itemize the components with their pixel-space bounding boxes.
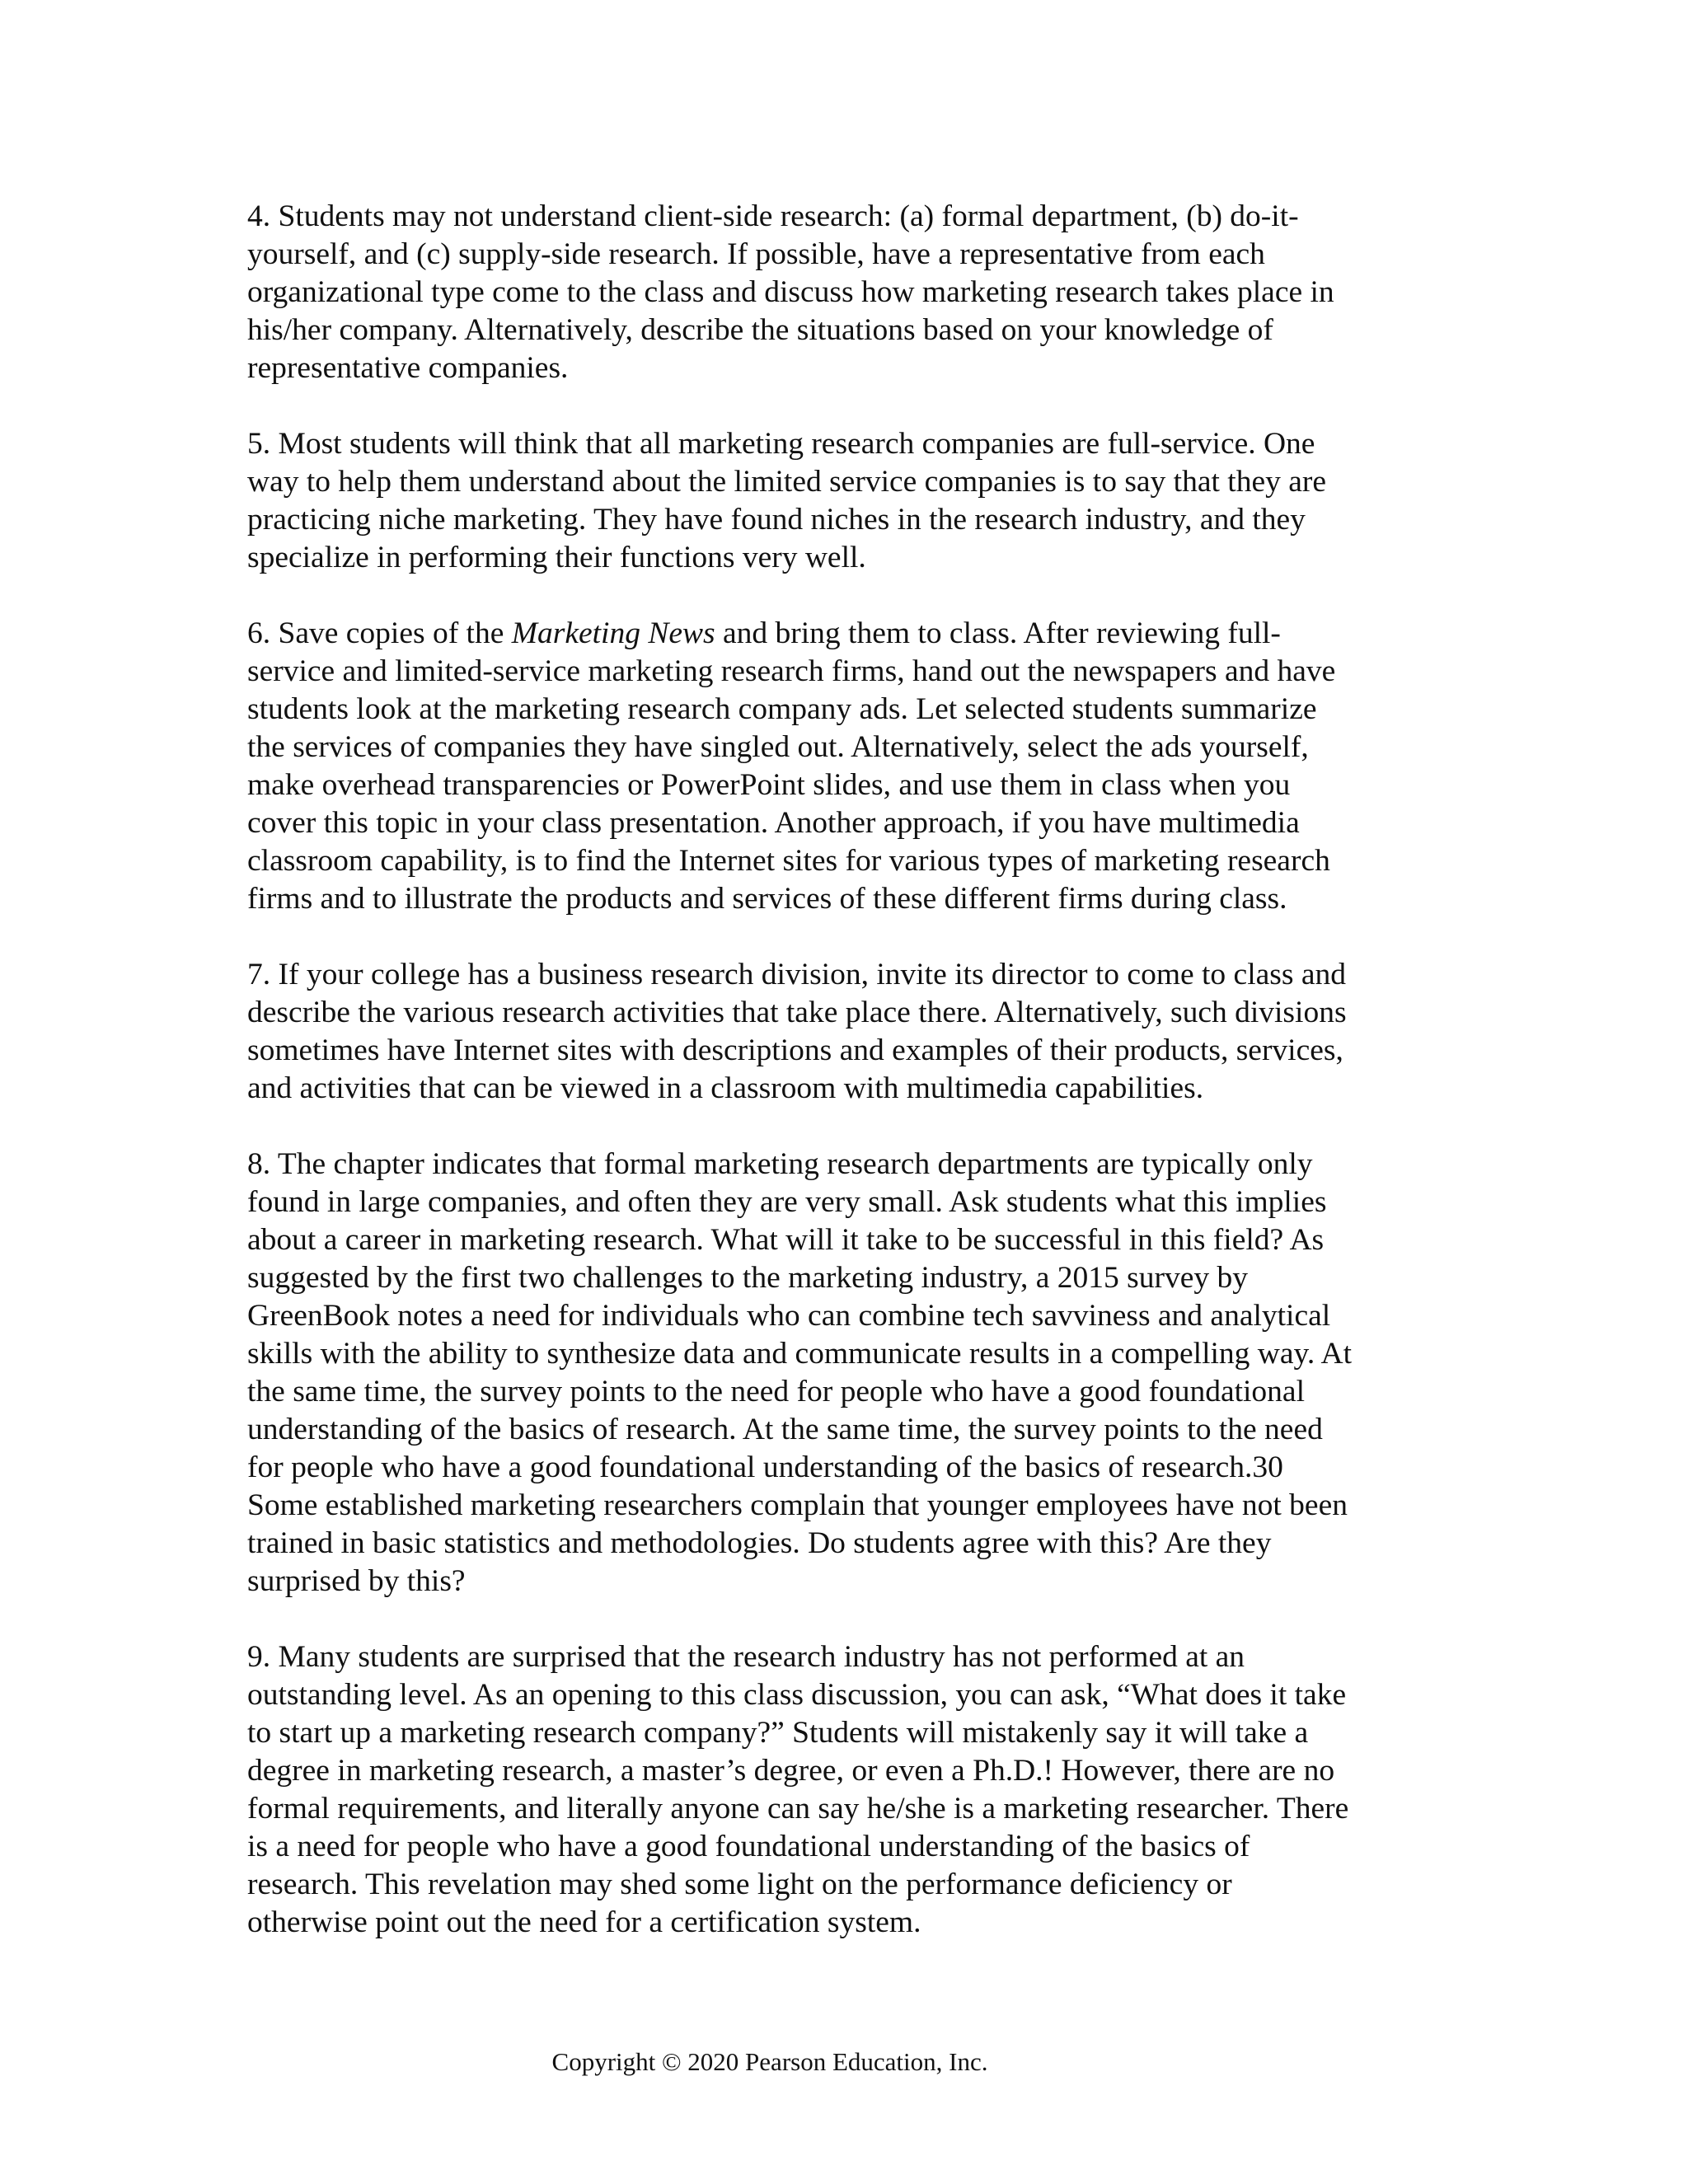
document-body <box>247 198 1451 1980</box>
text-line: specialize in performing their functions very well. <box>247 541 866 574</box>
text-line: research. This revelation may shed some light on the performance deficiency or <box>247 1868 1232 1901</box>
text-line: about a career in marketing research. What will it take to be successful in this field? As <box>247 1223 1325 1257</box>
text-line: formal requirements, and literally anyone can say he/she is a marketing researcher. There <box>247 1792 1349 1825</box>
text-line: and activities that can be viewed in a classroom with multimedia capabilities. <box>247 1071 1204 1105</box>
text-line: service and limited-service marketing research firms, hand out the newspapers and have <box>247 654 1336 688</box>
text-line <box>247 615 1451 653</box>
text-line: GreenBook notes a need for individuals who can combine tech savviness and analytical <box>247 1299 1331 1333</box>
text-line: outstanding level. As an opening to this class discussion, you can ask, “What does it take <box>247 1678 1347 1712</box>
text-line: skills with the ability to synthesize data and communicate results in a compelling way. At <box>247 1337 1353 1371</box>
paragraph-item-5 <box>247 425 1451 577</box>
text-line: practicing niche marketing. They have found niches in the research industry, and they <box>247 503 1306 537</box>
text-line: way to help them understand about the limited service companies is to say that they are <box>247 465 1327 499</box>
text-line: the same time, the survey points to the need for people who have a good foundational <box>247 1375 1305 1408</box>
text-line: cover this topic in your class presentation. Another approach, if you have multimedia <box>247 806 1300 840</box>
text-line: trained in basic statistics and methodologies. Do students agree with this? Are they <box>247 1526 1272 1560</box>
publication-title: Marketing News <box>511 616 715 650</box>
copyright-footer: Copyright © 2020 Pearson Education, Inc. <box>551 2047 988 2076</box>
text-line: to start up a marketing research company?” Students will mistakenly say it will take a <box>247 1716 1309 1750</box>
text-line: sometimes have Internet sites with descriptions and examples of their products, services, <box>247 1033 1343 1067</box>
text-line: 8. The chapter indicates that formal marketing research departments are typically only <box>247 1147 1313 1181</box>
text-line: 5. Most students will think that all marketing research companies are full-service. One <box>247 427 1315 461</box>
text-line: organizational type come to the class and discuss how marketing research takes place in <box>247 275 1334 309</box>
text-line: suggested by the first two challenges to the marketing industry, a 2015 survey by <box>247 1261 1248 1295</box>
text-segment: 6. Save copies of the <box>247 616 512 650</box>
text-line: is a need for people who have a good foundational understanding of the basics of <box>247 1830 1250 1863</box>
text-line: 4. Students may not understand client-side research: (a) formal department, (b) do-it- <box>247 199 1299 233</box>
text-line: Some established marketing researchers complain that younger employees have not been <box>247 1488 1348 1522</box>
text-line: surprised by this? <box>247 1564 466 1598</box>
text-line: the services of companies they have singled out. Alternatively, select the ads yourself, <box>247 730 1309 764</box>
text-line: degree in marketing research, a master’s degree, or even a Ph.D.! However, there are no <box>247 1754 1335 1788</box>
text-line: found in large companies, and often they are very small. Ask students what this implies <box>247 1185 1327 1219</box>
text-line: otherwise point out the need for a certification system. <box>247 1905 921 1939</box>
text-line: students look at the marketing research company ads. Let selected students summarize <box>247 692 1317 726</box>
text-line: 9. Many students are surprised that the research industry has not performed at an <box>247 1640 1245 1674</box>
text-line: classroom capability, is to find the Internet sites for various types of marketing research <box>247 844 1330 878</box>
text-line: his/her company. Alternatively, describe the situations based on your knowledge of <box>247 313 1273 347</box>
paragraph-item-7 <box>247 956 1451 1108</box>
paragraph-item-9 <box>247 1638 1451 1942</box>
paragraph-item-6 <box>247 615 1451 918</box>
paragraph-item-4 <box>247 198 1451 387</box>
text-line: yourself, and (c) supply-side research. If possible, have a representative from each <box>247 237 1265 271</box>
text-segment: and bring them to class. After reviewing full- <box>715 616 1281 650</box>
text-line: 7. If your college has a business research division, invite its director to come to class and <box>247 958 1346 991</box>
text-line: for people who have a good foundational understanding of the basics of research.30 <box>247 1451 1283 1484</box>
text-line: representative companies. <box>247 351 569 385</box>
text-line: make overhead transparencies or PowerPoint slides, and use them in class when you <box>247 768 1291 802</box>
text-line: understanding of the basics of research. At the same time, the survey points to the need <box>247 1413 1323 1446</box>
paragraph-item-8 <box>247 1146 1451 1601</box>
text-line: describe the various research activities that take place there. Alternatively, such divisions <box>247 996 1347 1029</box>
text-line: firms and to illustrate the products and services of these different firms during class. <box>247 882 1287 916</box>
